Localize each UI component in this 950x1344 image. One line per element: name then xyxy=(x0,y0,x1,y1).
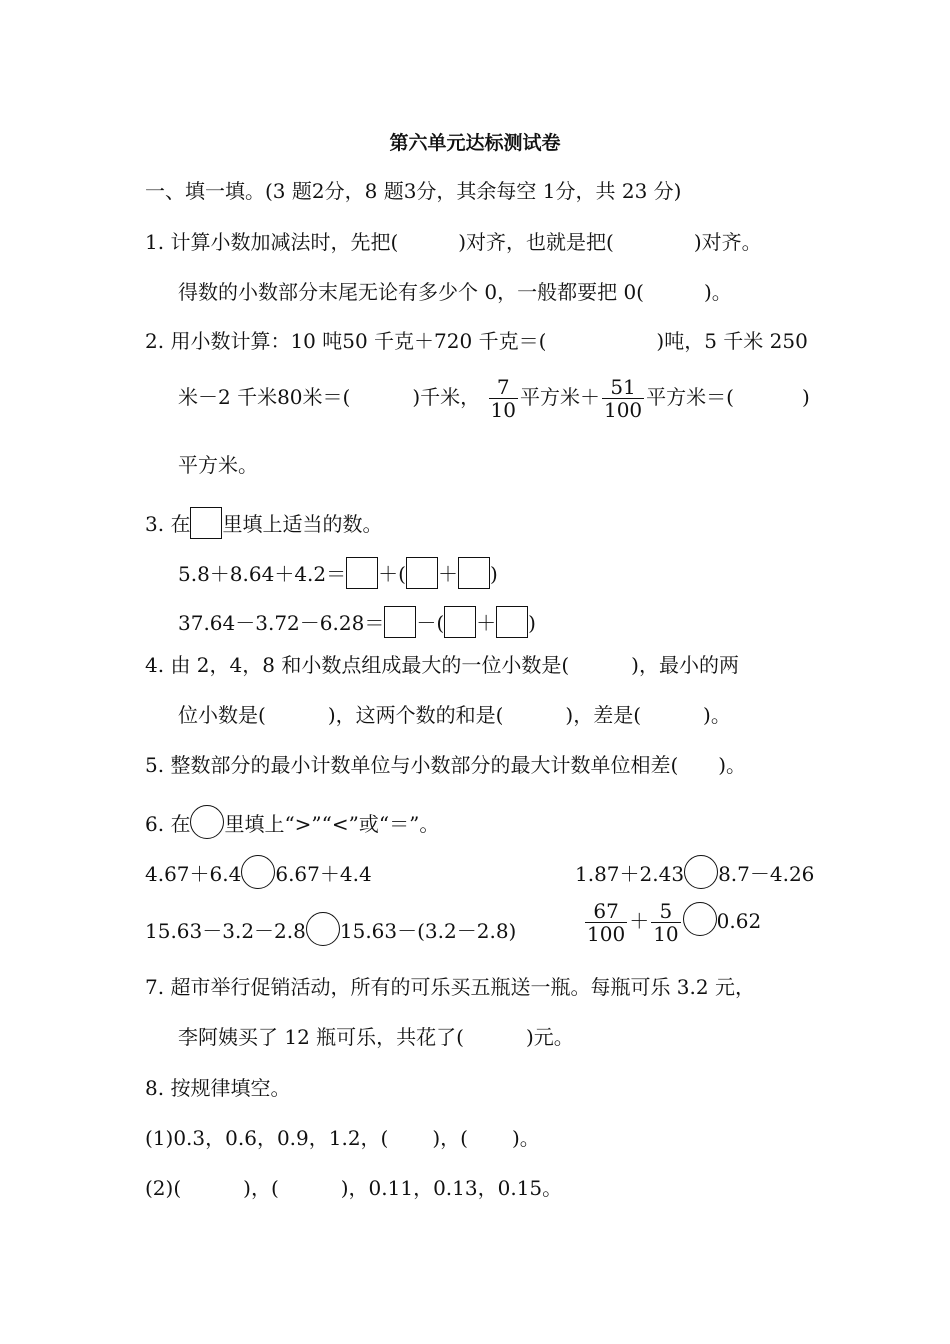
comparison-1: 4.67＋6.4 6.67＋4.4 xyxy=(145,855,372,889)
question-4-line-1: 4. 由 2，4，8 和小数点组成最大的一位小数是( )，最小的两 xyxy=(145,653,739,677)
answer-box[interactable] xyxy=(406,557,438,589)
section-heading: 一、填一填。(3 题2分，8 题3分，其余每空 1分，共 23 分) xyxy=(145,179,682,203)
question-2-line-2: 米－2 千米80米＝( )千米， $\frac{7}{10}$ 平方米＋ $\frac{51}{100}$ 平方米＝( ) xyxy=(178,375,810,422)
answer-box[interactable] xyxy=(496,606,528,638)
answer-circle[interactable] xyxy=(684,855,718,889)
answer-box[interactable] xyxy=(384,606,416,638)
question-1-line-2: 得数的小数部分末尾无论有多少个 0，一般都要把 0( )。 xyxy=(178,280,732,304)
question-7-line-1: 7. 超市举行促销活动，所有的可乐买五瓶送一瓶。每瓶可乐 3.2 元， xyxy=(145,975,755,999)
question-4-line-2: 位小数是( )，这两个数的和是( )，差是( )。 xyxy=(178,703,731,727)
question-3-expression-1: 5.8＋8.64＋4.2＝ ＋( ＋ ) xyxy=(178,557,498,589)
question-2-line-1: 2. 用小数计算：10 吨50 千克＋720 千克＝( )吨，5 千米 250 xyxy=(145,329,808,353)
comparison-4: $\frac{67}{100}$ ＋ $\frac{5}{10}$ 0.62 xyxy=(587,899,762,946)
question-8-part-2: (2)( )，( )，0.11，0.13，0.15。 xyxy=(145,1176,563,1200)
question-8-line-1: 8. 按规律填空。 xyxy=(145,1076,291,1100)
answer-box-icon xyxy=(190,507,222,539)
answer-circle[interactable] xyxy=(683,902,717,936)
fraction: $\frac{51}{100}$ xyxy=(603,375,643,422)
answer-circle[interactable] xyxy=(241,855,275,889)
answer-box[interactable] xyxy=(458,557,490,589)
fraction: $\frac{5}{10}$ xyxy=(653,899,679,946)
fraction: $\frac{67}{100}$ xyxy=(587,899,626,946)
circle-icon xyxy=(190,805,224,839)
question-3-line-1: 3. 在 里填上适当的数。 xyxy=(145,507,382,539)
comparison-3: 15.63－3.2－2.8 15.63－(3.2－2.8) xyxy=(145,912,516,946)
question-3-expression-2: 37.64－3.72－6.28＝ －( ＋ ) xyxy=(178,606,536,638)
question-8-part-1: (1)0.3，0.6，0.9，1.2，( )，( )。 xyxy=(145,1126,540,1150)
question-2-line-3: 平方米。 xyxy=(178,453,258,477)
answer-box[interactable] xyxy=(346,557,378,589)
question-7-line-2: 李阿姨买了 12 瓶可乐，共花了( )元。 xyxy=(178,1025,574,1049)
fraction: $\frac{7}{10}$ xyxy=(490,375,516,422)
question-1-line-1: 1. 计算小数加减法时，先把( )对齐，也就是把( )对齐。 xyxy=(145,230,762,254)
question-6-line-1: 6. 在 里填上“>”“<”或“＝”。 xyxy=(145,805,439,839)
answer-circle[interactable] xyxy=(306,912,340,946)
comparison-2: 1.87＋2.43 8.7－4.26 xyxy=(575,855,814,889)
answer-box[interactable] xyxy=(444,606,476,638)
question-5-line-1: 5. 整数部分的最小计数单位与小数部分的最大计数单位相差( )。 xyxy=(145,753,747,777)
page-title: 第六单元达标测试卷 xyxy=(389,132,561,154)
